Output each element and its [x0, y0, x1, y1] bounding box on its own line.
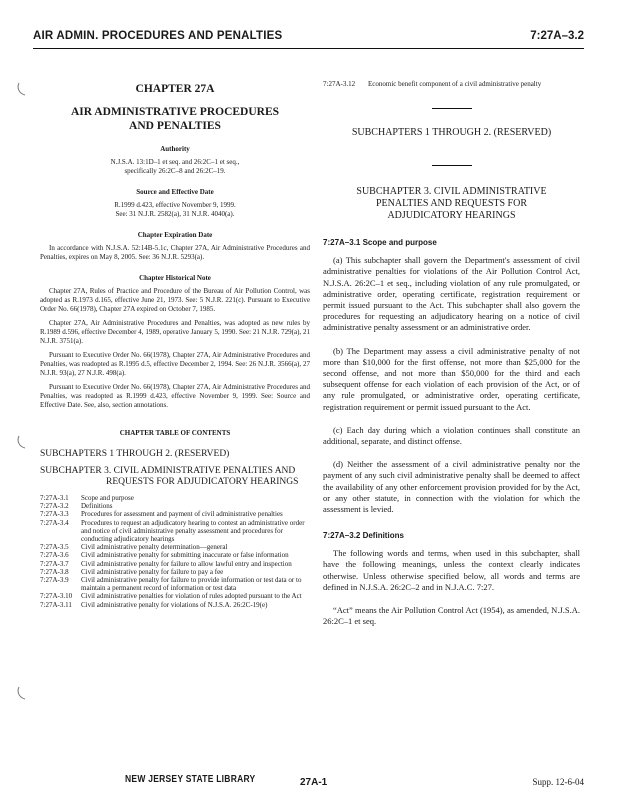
toc-entry: [40, 510, 310, 518]
source-line: See: 31 N.J.R. 2582(a), 31 N.J.R. 4040(a).: [115, 210, 235, 218]
historical-note-paragraph: Pursuant to Executive Order No. 66(1978), Chapter 27A, Air Administrative Procedures and Penalties, was readopted as R.1995 d.5, effective December 2, 1994. See: 26 N.J.R. 3566(a), 27 N.J.R. 93(a), 27 N.J.R. 498(a).: [40, 351, 310, 377]
authority-line: specifically 26:2C–8 and 26:2C–19.: [124, 167, 226, 175]
toc-entry-number: 7:27A-3.8: [40, 567, 69, 576]
historical-note-paragraph: Pursuant to Executive Order No. 66(1978), Chapter 27A, Air Administrative Procedures and Penalties, was readopted as R.1999 d.423, effective November 9, 1999. See: Source and Effective Date. See, also, section annotations.: [40, 383, 310, 409]
left-column: [40, 56, 310, 609]
toc-entry-title: Civil administrative penalty determination—general: [81, 543, 228, 552]
toc-entry-title: Civil administrative penalty for violations of N.J.S.A. 26:2C-19(e): [81, 600, 268, 609]
toc-entry: [40, 502, 310, 510]
subchapter-3-heading-line: ADJUDICATORY HEARINGS: [387, 210, 516, 222]
toc-list: [40, 494, 310, 609]
toc-entry: [323, 80, 580, 88]
toc-entry-title: Procedures for assessment and payment of civil administrative penalties: [81, 510, 283, 519]
section-3-2-paragraph: The following words and terms, when used in this subchapter, shall have the following meanings, unless the context clearly indicates otherwise. Unless otherwise specified below, all words and terms are defined in N.J.S.A. 26:2C–2 and in N.J.A.C. 7:27.: [323, 548, 580, 592]
running-header: [33, 30, 584, 49]
subchapter-3-heading-line: SUBCHAPTER 3. CIVIL ADMINISTRATIVE: [356, 186, 547, 198]
source-line: R.1999 d.423, effective November 9, 1999.: [114, 201, 236, 209]
authority-line: N.J.S.A. 13:1D–1 et seq. and 26:2C–1 et seq.,: [110, 158, 240, 166]
source-text: [40, 201, 310, 219]
toc-heading: CHAPTER TABLE OF CONTENTS: [119, 429, 231, 437]
expiration-text: In accordance with N.J.S.A. 52:14B-5.1c, Chapter 27A, Air Administrative Procedures and Penalties, expires on May 8, 2005. See: 36 N.J.R. 5293(a).: [40, 244, 310, 261]
toc-entry: [40, 519, 310, 544]
toc-entry: [40, 592, 310, 600]
toc-entry-number: 7:27A-3.2: [40, 502, 69, 511]
toc-entry-title: Civil administrative penalties for violation of rules adopted pursuant to the Act: [81, 592, 302, 601]
section-3-1-paragraph: (c) Each day during which a violation continues shall constitute an additional, separate, and distinct offense.: [323, 424, 580, 447]
toc-entry-number: 7:27A-3.1: [40, 494, 69, 502]
binder-hole-mark-icon: [17, 435, 27, 449]
authority-heading: Authority: [160, 145, 190, 153]
expiration-heading: Chapter Expiration Date: [137, 231, 213, 239]
toc-entry: [40, 576, 310, 592]
historical-note-paragraph: Chapter 27A, Air Administrative Procedures and Penalties, was adopted as new rules by R.1989 d.596, effective December 4, 1989, operative January 5, 1990. See: 21 N.J.R. 729(a), 21 N.J.R. 3751(a).: [40, 319, 310, 345]
subchapters-reserved-heading: SUBCHAPTERS 1 THROUGH 2. (RESERVED): [351, 127, 552, 139]
toc-entry-title: Scope and purpose: [81, 494, 134, 502]
toc-subchapter-3: SUBCHAPTER 3. CIVIL ADMINISTRATIVE PENALTIES AND REQUESTS FOR ADJUDICATORY HEARINGS: [40, 466, 299, 487]
toc-entry: [40, 551, 310, 559]
toc-subchapters-reserved: SUBCHAPTERS 1 THROUGH 2. (RESERVED): [40, 449, 230, 459]
toc-entry-title: Civil administrative penalty for submitting inaccurate or false information: [81, 551, 289, 560]
source-heading: Source and Effective Date: [136, 188, 214, 196]
chapter-number: CHAPTER 27A: [135, 83, 215, 95]
toc-entry-title: Economic benefit component of a civil administrative penalty: [368, 80, 542, 88]
section-divider: [432, 108, 472, 109]
chapter-title: [40, 105, 310, 133]
binder-hole-mark-icon: [17, 686, 27, 700]
toc-entry-title: Definitions: [81, 502, 113, 511]
section-3-2-heading: 7:27A–3.2 Definitions: [323, 531, 404, 541]
toc-entry-number: 7:27A-3.11: [40, 600, 72, 609]
library-stamp: NEW JERSEY STATE LIBRARY: [125, 774, 256, 785]
binder-hole-mark-icon: [17, 82, 27, 96]
toc-entry: [40, 543, 310, 551]
chapter-title-line: AND PENALTIES: [129, 120, 221, 132]
chapter-title-line: AIR ADMINISTRATIVE PROCEDURES: [70, 106, 280, 118]
toc-entry-number: 7:27A-3.4: [40, 518, 69, 527]
toc-entry-title: Civil administrative penalty for failure to pay a fee: [81, 567, 224, 576]
historical-note-heading: Chapter Historical Note: [139, 274, 211, 282]
authority-text: [40, 158, 310, 176]
toc-entry: [40, 494, 310, 502]
toc-entry: [40, 560, 310, 568]
subchapter-3-heading: [323, 186, 580, 222]
header-section-number: 7:27A–3.2: [530, 30, 584, 42]
toc-entry-number: 7:27A-3.10: [40, 592, 73, 601]
section-3-1-heading: 7:27A–3.1 Scope and purpose: [323, 238, 437, 248]
toc-entry-number: 7:27A-3.3: [40, 510, 69, 519]
toc-entry-number: 7:27A-3.6: [40, 551, 69, 560]
right-column: [323, 56, 580, 627]
toc-entry: [40, 568, 310, 576]
page-number: 27A-1: [300, 777, 328, 788]
section-3-1-paragraph: (d) Neither the assessment of a civil administrative penalty nor the payment of any such civil administrative penalty shall be deemed to affect the availability of any other enforcement provision provided for by the Act, or any other statute, in connection with the violation for which the assessment is levied.: [323, 459, 580, 515]
header-title: AIR ADMIN. PROCEDURES AND PENALTIES: [33, 30, 283, 42]
toc-entry-title: Procedures to request an adjudicatory hearing to contest an administrative order and notice of civil administrative penalty assessment and procedures for conducting adjudicatory hearings: [81, 518, 305, 544]
toc-entry: [40, 601, 310, 609]
section-divider: [432, 165, 472, 166]
toc-entry-title: Civil administrative penalty for failure to allow lawful entry and inspection: [81, 559, 292, 568]
toc-entry-number: 7:27A-3.9: [40, 576, 69, 585]
section-3-1-paragraph: (b) The Department may assess a civil administrative penalty of not more than $10,000 for the first offense, not more than $25,000 for the second offense, and not more than $50,000 for the third and each subsequent offense for each violation of each provision of the Act, or of any rule promulgated, or administrative order, operating certificate, registration requirement or permit issued pursuant to the Act.: [323, 345, 580, 412]
section-3-2-paragraph: “Act” means the Air Pollution Control Act (1954), as amended, N.J.S.A. 26:2C–1 et seq.: [323, 605, 580, 627]
toc-entry-title: Civil administrative penalty for failure to provide information or test data or to maintain a permanent record of information or test data: [81, 576, 302, 593]
subchapter-3-heading-line: PENALTIES AND REQUESTS FOR: [375, 198, 528, 210]
historical-note-paragraph: Chapter 27A, Rules of Practice and Procedure of the Bureau of Air Pollution Control, was adopted as R.1973 d.165, effective June 21, 1973. See: 5 N.J.R. 221(c). Pursuant to Executive Order No. 66(1978), Chapter 27A expired on October 7, 1985.: [40, 287, 310, 313]
section-3-1-paragraph: (a) This subchapter shall govern the Department's assessment of civil administrative penalties for violations of the Air Pollution Control Act, N.J.S.A. 26:2C–1 et seq., including violation of any rule promulgated, or administrative order, operating certificate, registration requirement or permit issued pursuant to the Act. This subchapter shall also govern the procedures for requesting an adjudicatory hearing on a notice of civil administrative penalty assessment or an administrative order.: [323, 255, 580, 333]
toc-entry-number: 7:27A-3.12: [323, 80, 356, 88]
supplement-date: Supp. 12-6-04: [532, 777, 584, 787]
toc-entry-number: 7:27A-3.7: [40, 559, 69, 568]
toc-entry-number: 7:27A-3.5: [40, 543, 69, 552]
